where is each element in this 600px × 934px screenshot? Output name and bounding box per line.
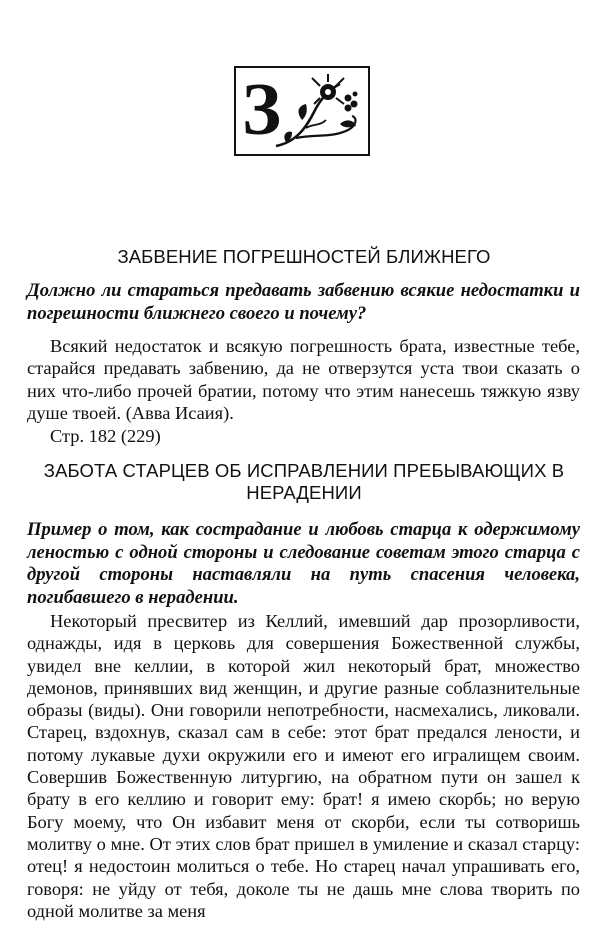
section-paragraph: Всякий недостаток и всякую погрешность брата, известные тебе, старайся предавать забвению, да не отверзутся уста твои сказать о них что-либо прочей братии, потому что этим нанесешь тяжкую язву душе твоей. (Авва Исаия). [27,336,580,423]
section-paragraph: Некоторый пресвитер из Келлий, имевший дар прозорливости, однажды, идя в церковь для совершения Божественной службы, увидел вне келлии, в которой жил некоторый брат, множество демонов, принявших вид женщин, и другие разные соблазнительные образы (виды). Они говорили непотребности, насмехались, ликовали. Старец, вздохнув, сказал сам в себе: этот брат предался лености, и потому лукавые духи окружили его и имеют его игралищем своим. Совершив Божественную литургию, на обратном пути он зашел к брату в его келлию и говорит ему: брат! я имею скорбь; но верую Богу моему, что Он избавит меня от скорби, если ты сотворишь молитву о мне. От этих слов брат пришел в умиление и сказал старцу: отец! я недостоин молиться о тебе. Но старец начал упрашивать его, говоря: не уйду от тебя, доколе ты не дашь мне слова творить по одной молитве за меня [27,611,580,921]
section-question: Должно ли стараться предавать забвению всякие недостатки и погрешности ближнего своего и почему? [27,280,580,324]
section-heading: ЗАБОТА СТАРЦЕВ ОБ ИСПРАВЛЕНИИ ПРЕБЫВАЮЩИХ В НЕРАДЕНИИ [43,460,565,503]
page-reference: Стр. 182 (229) [50,426,161,446]
section-heading: ЗАБВЕНИЕ ПОГРЕШНОСТЕЙ БЛИЖНЕГО [117,246,491,267]
decorative-dropcap [234,66,370,156]
section-question: Пример о том, как сострадание и любовь старца к одержимому леностью с одной стороны и следование советам этого старца с другой стороны наставляли на путь спасения человека, погибавшего в нерадении. [27,519,580,608]
dropcap-letter: З [242,69,282,151]
floral-dropcap-icon [236,68,368,154]
